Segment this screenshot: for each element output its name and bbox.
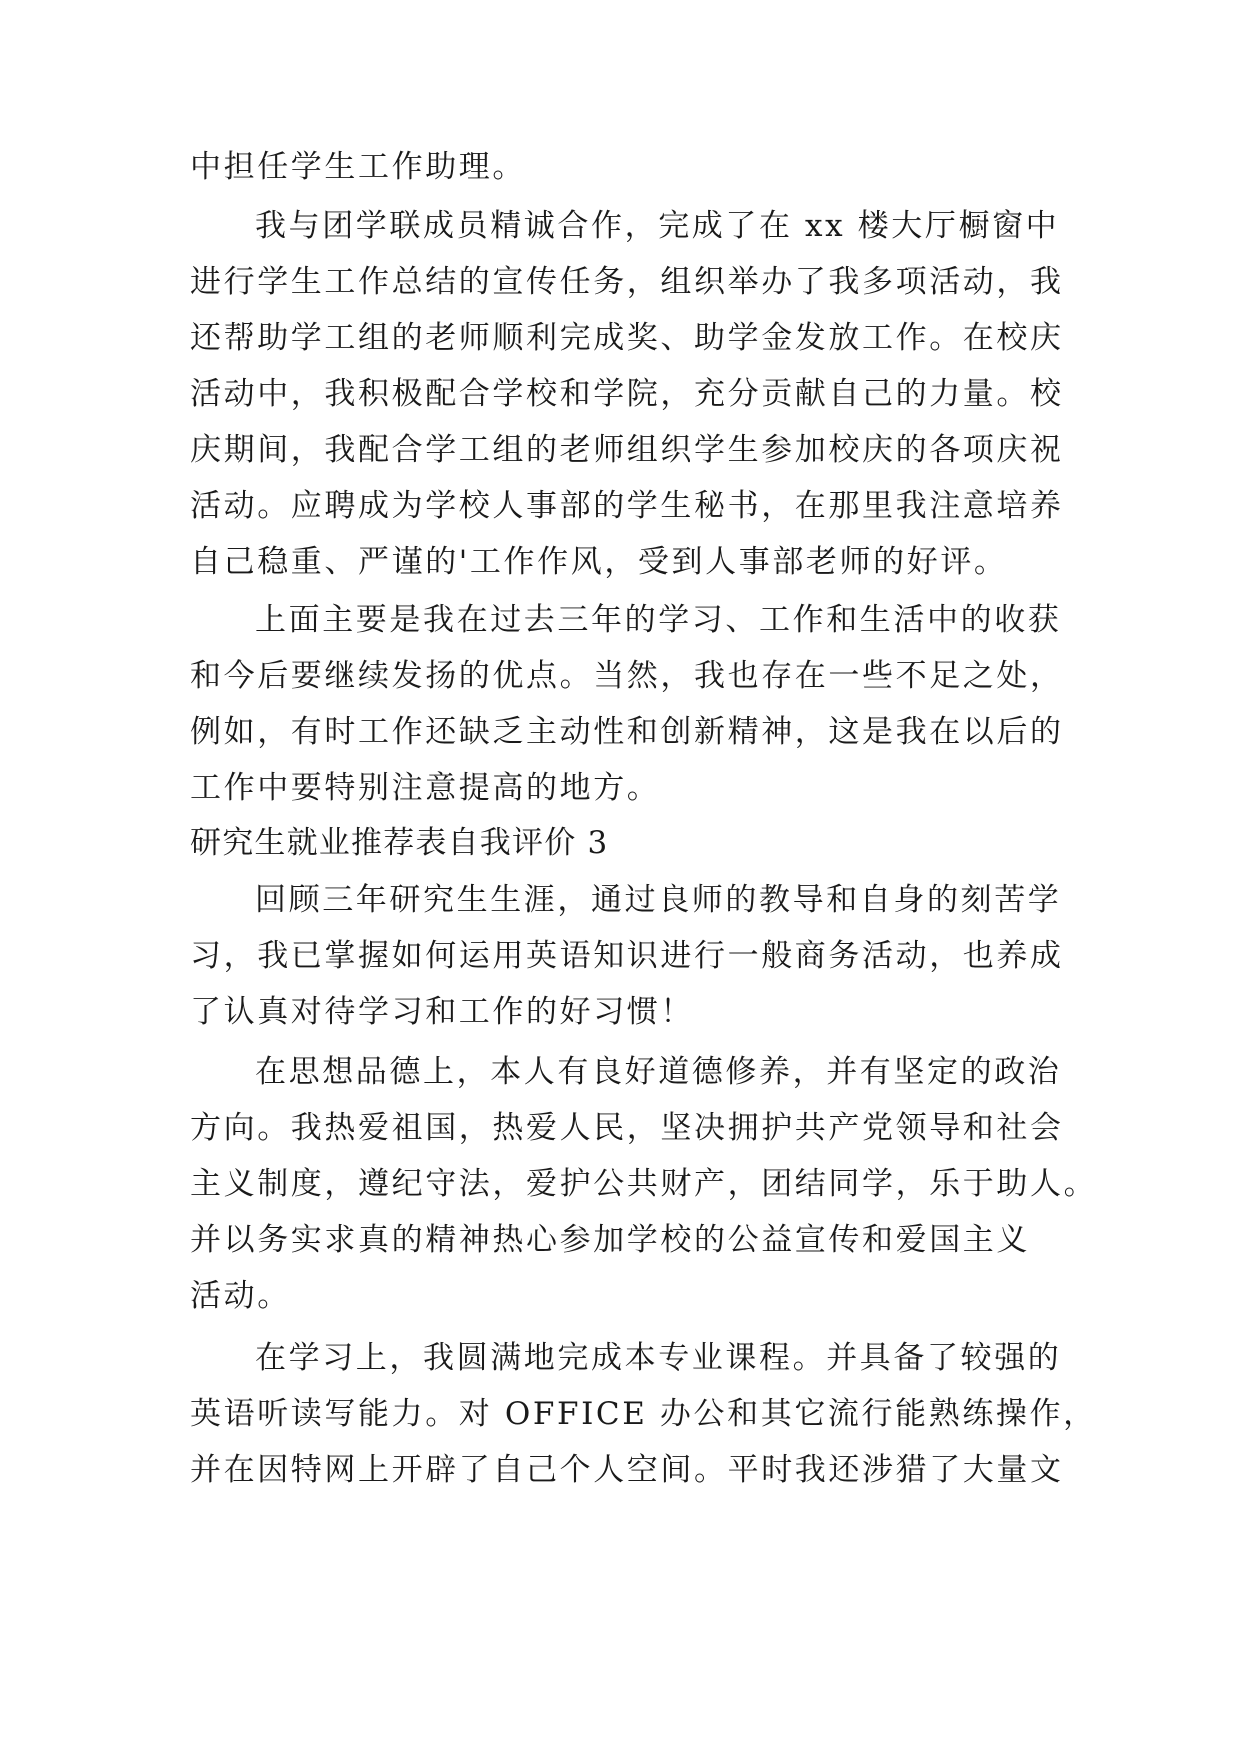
text-line-19: 主义制度，遵纪守法，爱护公共财产，团结同学，乐于助人。: [190, 1166, 1098, 1202]
text-line-15: 习，我已掌握如何运用英语知识进行一般商务活动，也养成: [190, 938, 1064, 974]
text-line-8: 自己稳重、严谨的'工作作风，受到人事部老师的好评。: [190, 544, 1008, 580]
text-line-6: 庆期间，我配合学工组的老师组织学生参加校庆的各项庆祝: [190, 432, 1064, 468]
text-line-17: 在思想品德上，本人有良好道德修养，并有坚定的政治: [255, 1054, 1062, 1090]
text-line-5: 活动中，我积极配合学校和学院，充分贡献自己的力量。校: [190, 376, 1064, 412]
text-line-20: 并以务实求真的精神热心参加学校的公益宣传和爱国主义: [190, 1222, 1030, 1258]
text-line-22: 在学习上，我圆满地完成本专业课程。并具备了较强的: [255, 1340, 1062, 1376]
text-line-7: 活动。应聘成为学校人事部的学生秘书，在那里我注意培养: [190, 488, 1064, 524]
text-line-3: 进行学生工作总结的宣传任务，组织举办了我多项活动，我: [190, 264, 1064, 300]
text-line-11: 例如，有时工作还缺乏主动性和创新精神，这是我在以后的: [190, 714, 1064, 750]
text-line-23: 英语听读写能力。对 OFFICE 办公和其它流行能熟练操作，: [190, 1396, 1097, 1432]
text-line-24: 并在因特网上开辟了自己个人空间。平时我还涉猎了大量文: [190, 1452, 1064, 1488]
text-line-10: 和今后要继续发扬的优点。当然，我也存在一些不足之处，: [190, 658, 1064, 694]
text-line-12: 工作中要特别注意提高的地方。: [190, 770, 661, 806]
text-line-4: 还帮助学工组的老师顺利完成奖、助学金发放工作。在校庆: [190, 320, 1064, 356]
section-heading: 研究生就业推荐表自我评价 3: [190, 825, 609, 861]
text-line-18: 方向。我热爱祖国，热爱人民，坚决拥护共产党领导和社会: [190, 1110, 1064, 1146]
text-line-16: 了认真对待学习和工作的好习惯！: [190, 994, 694, 1030]
text-line-14: 回顾三年研究生生涯，通过良师的教导和自身的刻苦学: [255, 882, 1062, 918]
text-line-1: 中担任学生工作助理。: [190, 149, 526, 185]
text-line-2: 我与团学联成员精诚合作，完成了在 xx 楼大厅橱窗中: [255, 208, 1060, 244]
text-line-21: 活动。: [190, 1278, 291, 1314]
text-line-9: 上面主要是我在过去三年的学习、工作和生活中的收获: [255, 602, 1062, 638]
